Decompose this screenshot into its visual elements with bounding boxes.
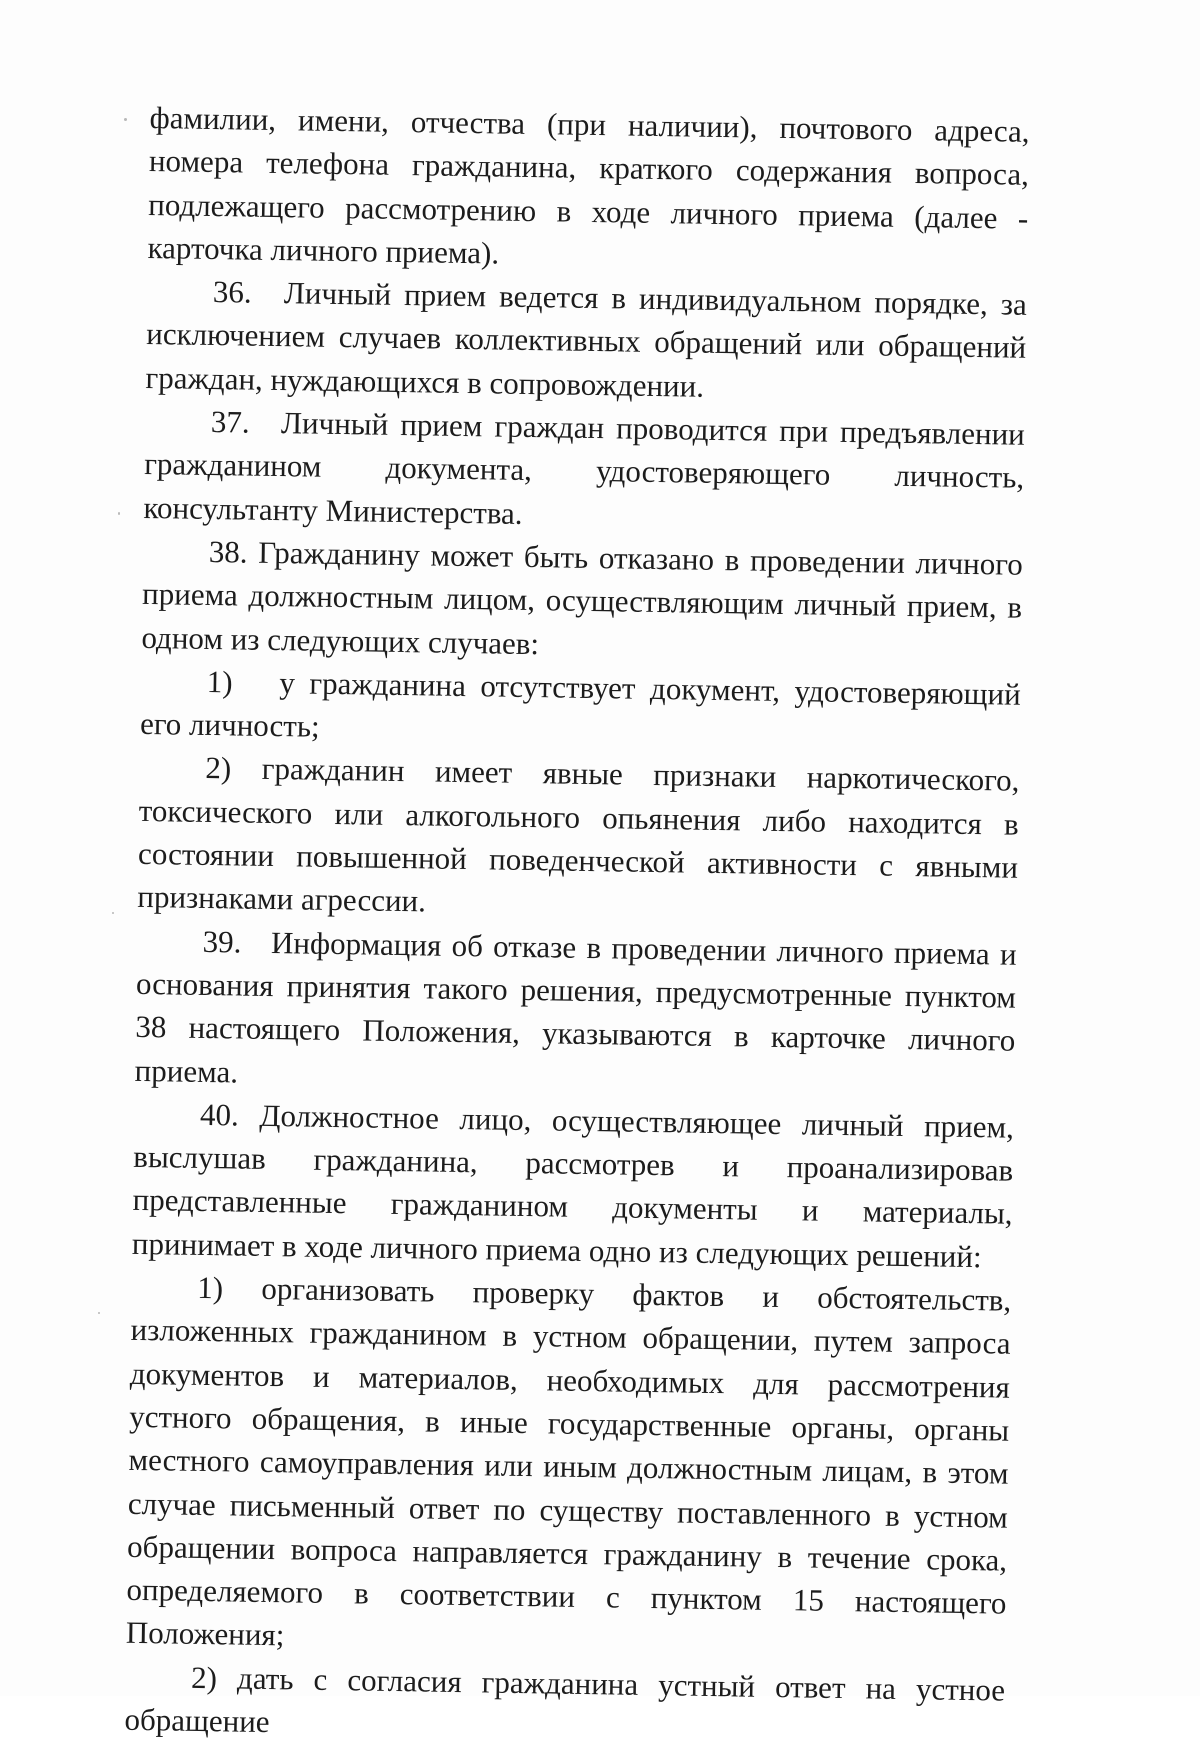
list-item-38-1 — [140, 659, 1021, 759]
list-item-text: гражданин имеет явные признаки наркотического, токсического или алкогольного опьянения либо находится в состоянии повышенной поведенческой активности с явными признаками агрессии. — [137, 751, 1020, 919]
list-item-number: 1) — [206, 663, 233, 700]
paragraph-continuation — [147, 96, 1030, 283]
paragraph-text: Информация об отказе в проведении личного приема и основания принятия такого решения, предусмотренные пунктом 38 настоящего Положения, указываются в карточке личного приема. — [134, 924, 1017, 1090]
paragraph-text: Личный прием граждан проводится при предъявлении гражданином документа, удостоверяющего личность, консультанту Министерства. — [143, 405, 1026, 531]
paragraph-number: 36. — [212, 274, 252, 310]
scan-speck — [124, 118, 127, 121]
list-item-40-1 — [126, 1265, 1012, 1668]
list-item-number: 2) — [190, 1659, 218, 1695]
paragraph-40 — [132, 1092, 1015, 1279]
list-item-text: дать с согласия гражданина устный ответ на устное обращение — [124, 1660, 1006, 1740]
document-body — [124, 96, 1030, 1755]
list-item-text: у гражданина отсутствует документ, удостоверяющий его личность; — [139, 664, 1021, 744]
paragraph-38 — [141, 529, 1023, 673]
paragraph-text: Гражданину может быть отказано в проведении личного приема должностным лицом, осуществляющим личный прием, в одном из следующих случаев: — [141, 534, 1024, 661]
paragraph-39 — [134, 919, 1017, 1106]
paragraph-36 — [145, 269, 1027, 413]
paragraph-text: Должностное лицо, осуществляющее личный прием, выслушав гражданина, рассмотрев и проанализировав представленные гражданином документы и материалы, принимает в ходе личного приема одно из следующих решений: — [131, 1097, 1015, 1274]
scan-speck — [98, 1312, 100, 1314]
list-item-number: 2) — [205, 750, 232, 786]
paragraph-number: 40. — [199, 1096, 240, 1133]
paragraph-text: Личный прием ведется в индивидуальном порядке, за исключением случаев коллективных обращений или обращений граждан, нуждающихся в сопровождении. — [145, 275, 1028, 404]
paragraph-number: 38. — [208, 533, 248, 570]
list-item-40-2 — [124, 1654, 1005, 1754]
list-item-number: 1) — [197, 1269, 224, 1306]
paragraph-text: фамилии, имени, отчества (при наличии), почтового адреса, номера телефона гражданина, краткого содержания вопроса, подлежащего рассмотрению в ходе личного приема (далее - карточка личного приема). — [147, 99, 1030, 271]
paragraph-37 — [143, 399, 1025, 543]
list-item-38-2 — [137, 745, 1020, 932]
list-item-text: организовать проверку фактов и обстоятельств, изложенных гражданином в устном обращении, путем запроса документов и материалов, необходимых для рассмотрения устного обращения, в иные государственные органы, органы местного самоуправления или иным должностным лицам, в этом случае письменный ответ по существу поставленного в устном обращении вопроса направляется гражданину в течение срока, определяемого в соответствии с пунктом 15 настоящего Положения; — [125, 1270, 1012, 1653]
scan-speck — [112, 912, 114, 914]
scan-speck — [118, 512, 120, 515]
paragraph-number: 39. — [202, 923, 242, 960]
paragraph-number: 37. — [210, 404, 250, 440]
